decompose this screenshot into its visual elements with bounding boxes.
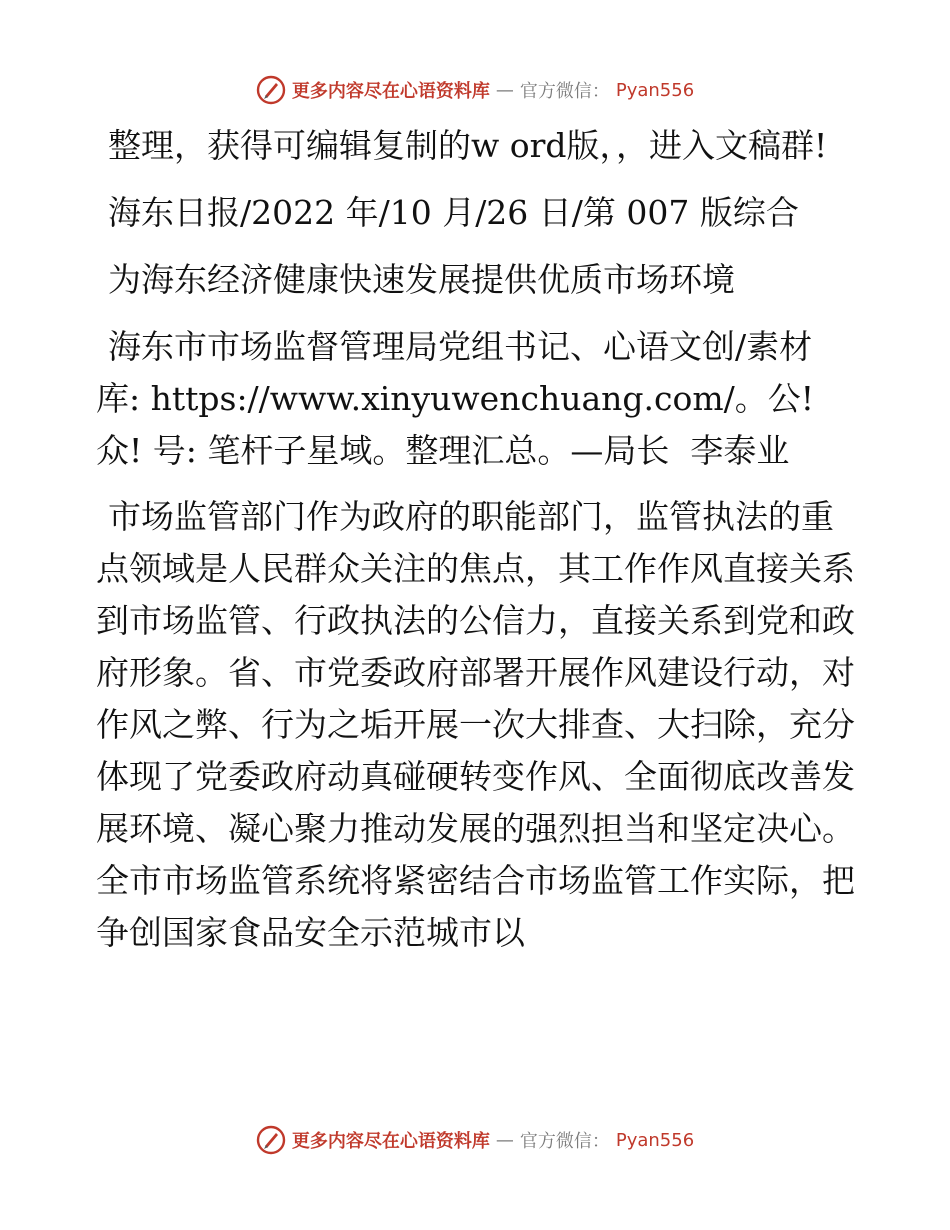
source-line: 海东日报/2022 年/10 月/26 日/第 007 版综合	[108, 193, 799, 232]
header-official-label: 官方微信：	[519, 81, 610, 102]
header-brand-text: 更多内容尽在心语资料库	[291, 81, 490, 102]
header-separator: —	[495, 79, 514, 101]
article-title: 为海东经济健康快速发展提供优质市场环境	[108, 260, 735, 299]
footer-watermark-banner	[0, 1120, 950, 1160]
body-paragraph: 市场监管部门作为政府的职能部门，监管执法的重点领域是人民群众关注的焦点，其工作作风直接关系到市场监管、行政执法的公信力，直接关系到党和政府形象。省、市党委政府部署开展作风建设行动，对作风之弊、行为之垢开展一次大排查、大扫除，充分体现了党委政府动真碰硬转变作风、全面彻底改善发展环境、凝心聚力推动发展的强烈担当和坚定决心。全市市场监管系统将紧密结合市场监管工作实际，把争创国家食品安全示范城市以	[96, 497, 855, 952]
header-watermark-banner	[0, 70, 950, 110]
footer-official-label: 官方微信：	[519, 1131, 610, 1152]
footer-wechat-id: Pyan556	[615, 1129, 695, 1151]
quill-pen-icon	[256, 1125, 286, 1155]
footer-brand-text: 更多内容尽在心语资料库	[291, 1131, 490, 1152]
document-body	[96, 120, 856, 974]
footer-separator: —	[495, 1129, 514, 1151]
header-wechat-id: Pyan556	[615, 79, 695, 101]
author-line: 海东市市场监督管理局党组书记、心语文创/素材库: https://www.xinyuwenchuang.com/。公!众! 号: 笔杆子星域。整理汇总。—局长 李泰业	[96, 327, 815, 470]
intro-paragraph: 整理，获得可编辑复制的w ord版，，进入文稿群!	[108, 126, 828, 165]
quill-pen-icon	[256, 75, 286, 105]
